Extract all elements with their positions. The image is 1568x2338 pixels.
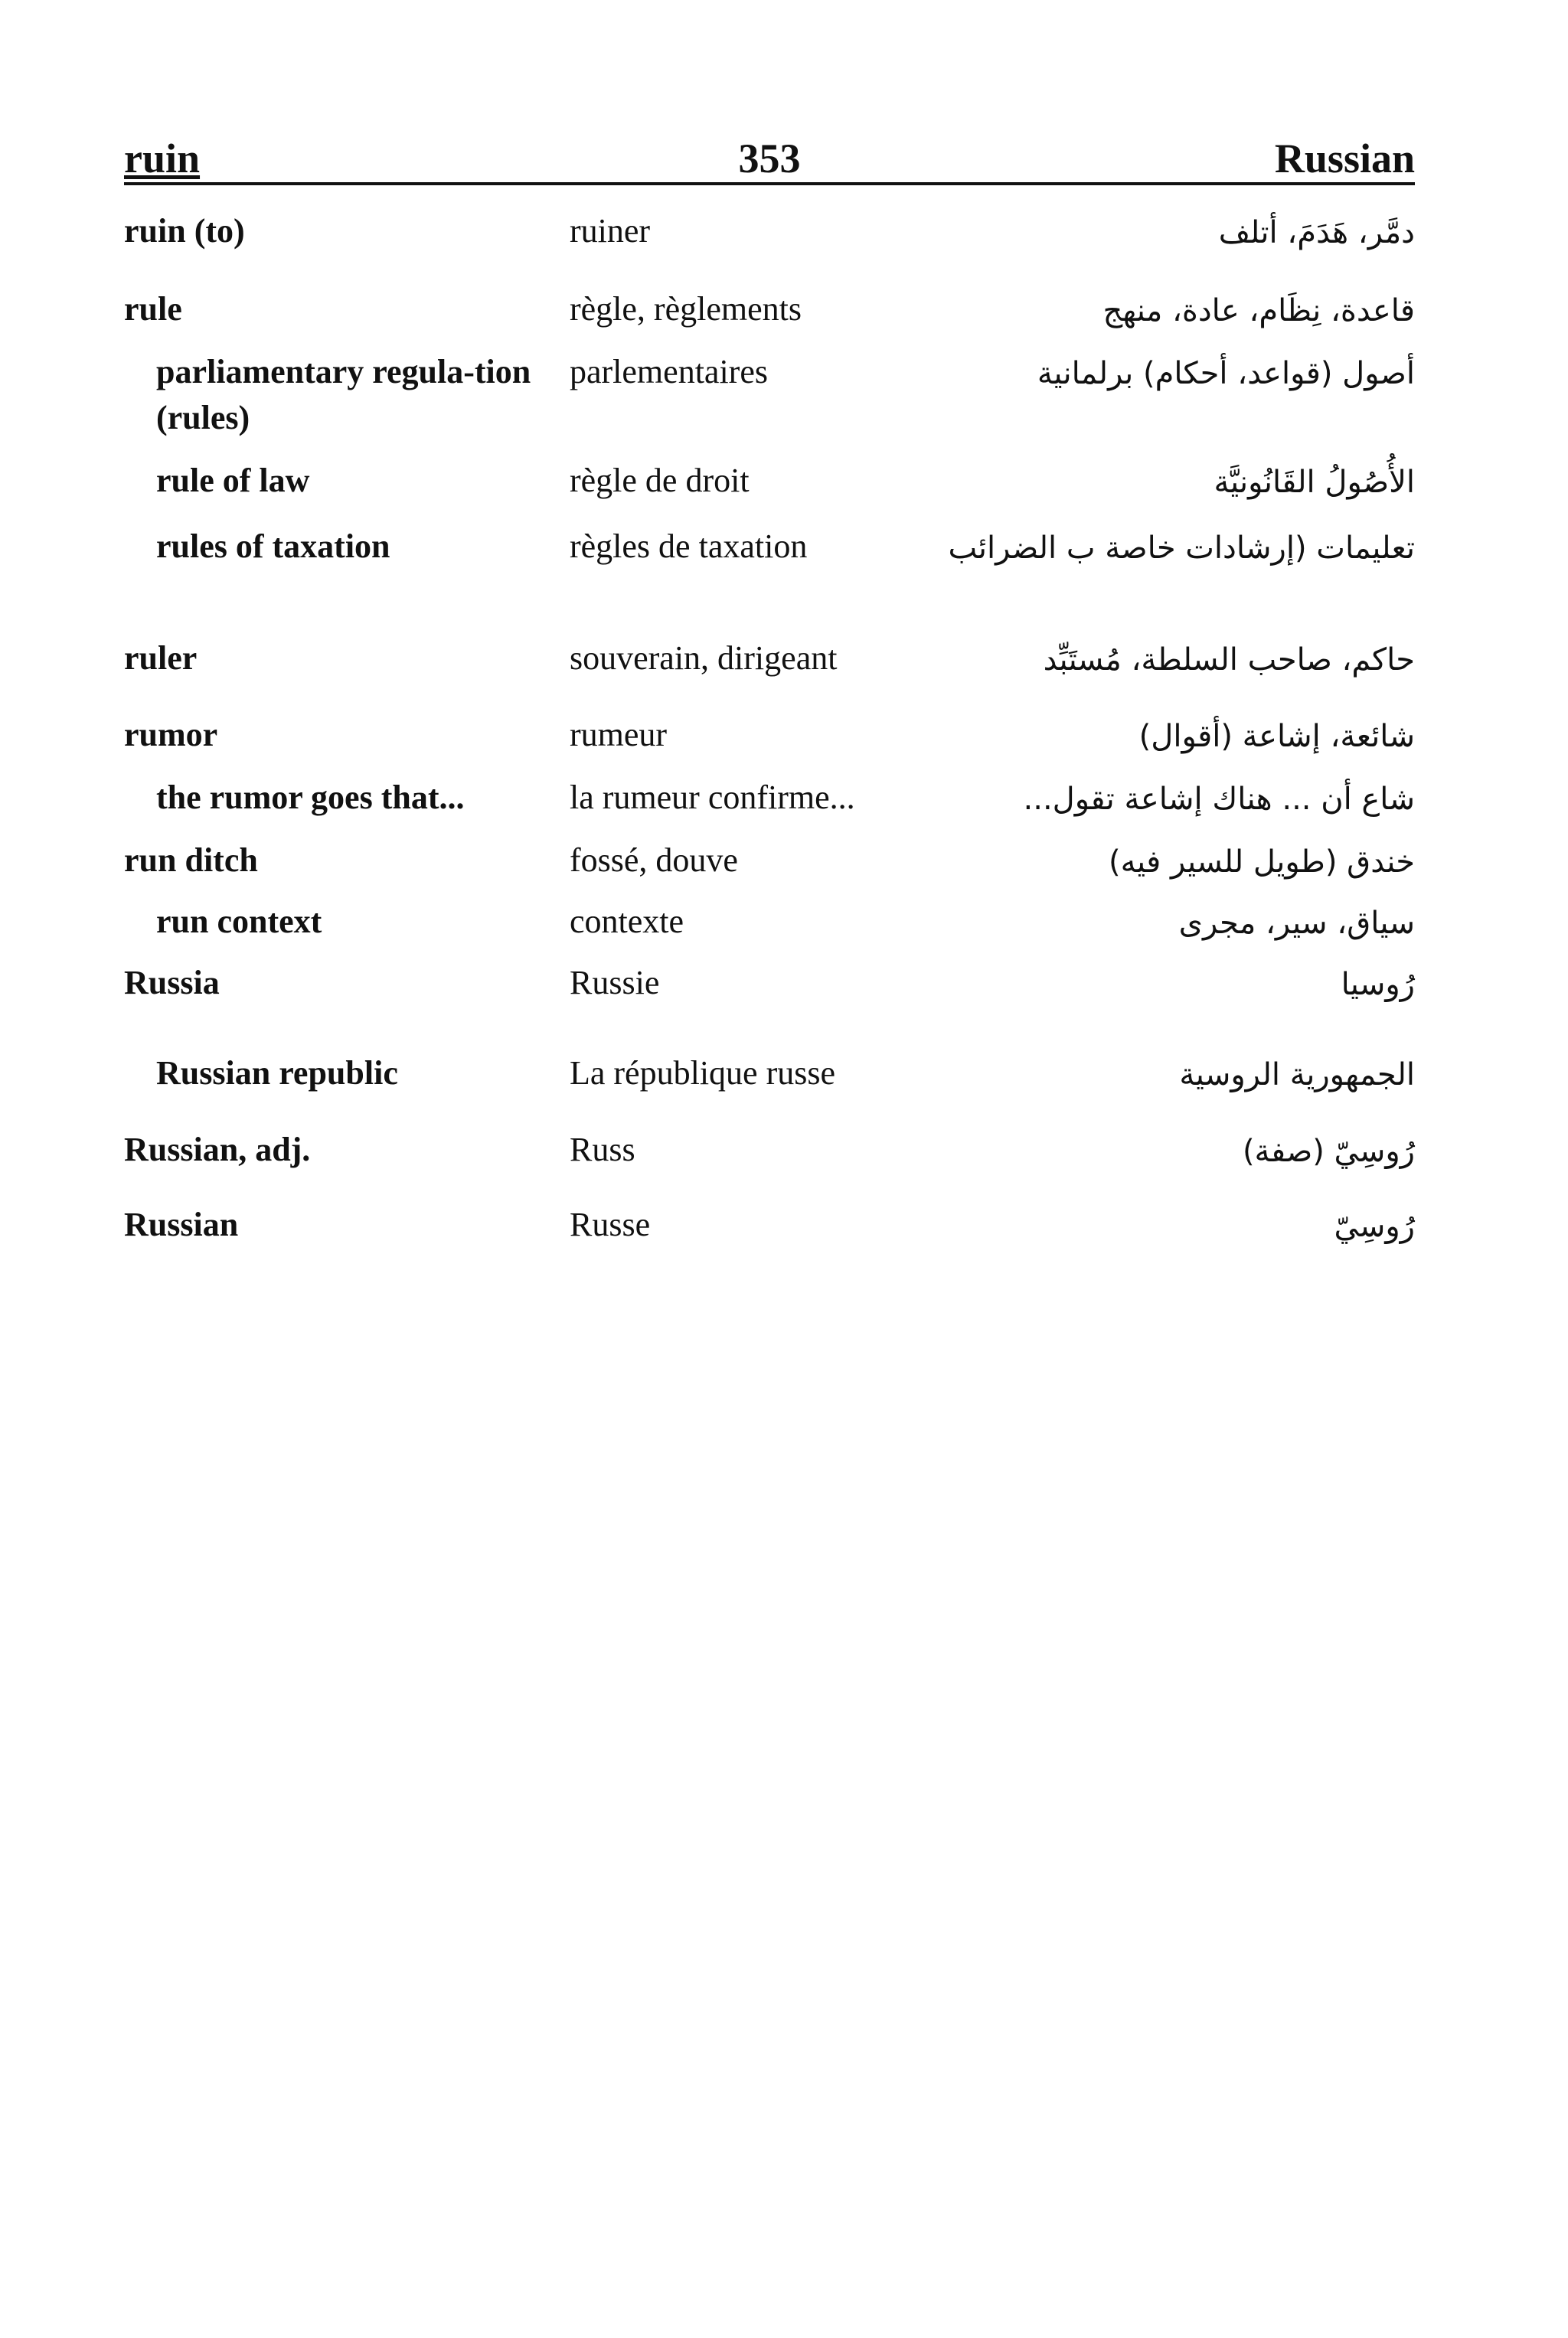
- arabic-term: شائعة، إشاعة (أقوال): [1138, 719, 1415, 754]
- english-term: rule of law: [156, 462, 310, 499]
- english-term: Russian: [124, 1206, 239, 1243]
- english-term: the rumor goes that...: [156, 779, 465, 816]
- header-last-word: Russian: [1274, 136, 1415, 181]
- french-term: ruiner: [570, 212, 651, 250]
- arabic-term: سياق، سير، مجرى: [1178, 906, 1415, 941]
- arabic-term: رُوسِيّ (صفة): [1242, 1134, 1415, 1169]
- arabic-term: تعليمات (إرشادات خاصة ب الضرائب: [948, 531, 1415, 566]
- english-term: ruin (to): [124, 212, 245, 250]
- french-term: parlementaires: [570, 353, 768, 390]
- page-header: [124, 129, 1415, 185]
- french-term: règles de taxation: [570, 527, 808, 565]
- english-term: run context: [156, 903, 322, 940]
- french-term: règle de droit: [570, 462, 750, 499]
- french-term: Russe: [570, 1206, 651, 1243]
- french-term: la rumeur confirme...: [570, 779, 855, 816]
- arabic-term: الجمهورية الروسية: [1179, 1057, 1415, 1092]
- arabic-term: حاكم، صاحب السلطة، مُستَبِّد: [1043, 642, 1415, 678]
- english-term: Russian, adj.: [124, 1131, 311, 1168]
- english-term: rule: [124, 290, 182, 328]
- arabic-term: خندق (طويل للسير فيه): [1109, 844, 1415, 880]
- french-term: règle, règlements: [570, 290, 802, 328]
- english-term: rules of taxation: [156, 527, 390, 565]
- page-number: 353: [738, 136, 801, 181]
- english-term: run ditch: [124, 841, 258, 879]
- arabic-term: قاعدة، نِظَام، عادة، منهج: [1102, 293, 1415, 328]
- french-term: Russie: [570, 964, 660, 1001]
- english-term: Russia: [124, 964, 220, 1001]
- arabic-term: شاع أن ... هناك إشاعة تقول...: [1023, 782, 1415, 817]
- french-term: souverain, dirigeant: [570, 639, 838, 677]
- arabic-term: رُوسِيّ: [1334, 1209, 1415, 1244]
- english-term: rumor: [124, 716, 218, 753]
- french-term: rumeur: [570, 716, 668, 753]
- french-term: La république russe: [570, 1054, 835, 1092]
- english-term: Russian republic: [156, 1054, 398, 1092]
- english-term: ruler: [124, 639, 198, 677]
- arabic-term: أصول (قواعد، أحكام) برلمانية: [1037, 356, 1415, 391]
- arabic-term: الأُصُولُ القَانُونيَّة: [1214, 465, 1415, 500]
- header-first-word: ruin: [124, 136, 201, 181]
- english-term: parliamentary regula-tion (rules): [156, 353, 531, 436]
- arabic-term: دمَّر، هَدَمَ، أتلف: [1218, 215, 1415, 250]
- french-term: contexte: [570, 903, 684, 940]
- french-term: Russ: [570, 1131, 635, 1168]
- arabic-term: رُوسيا: [1341, 967, 1415, 1002]
- french-term: fossé, douve: [570, 841, 738, 879]
